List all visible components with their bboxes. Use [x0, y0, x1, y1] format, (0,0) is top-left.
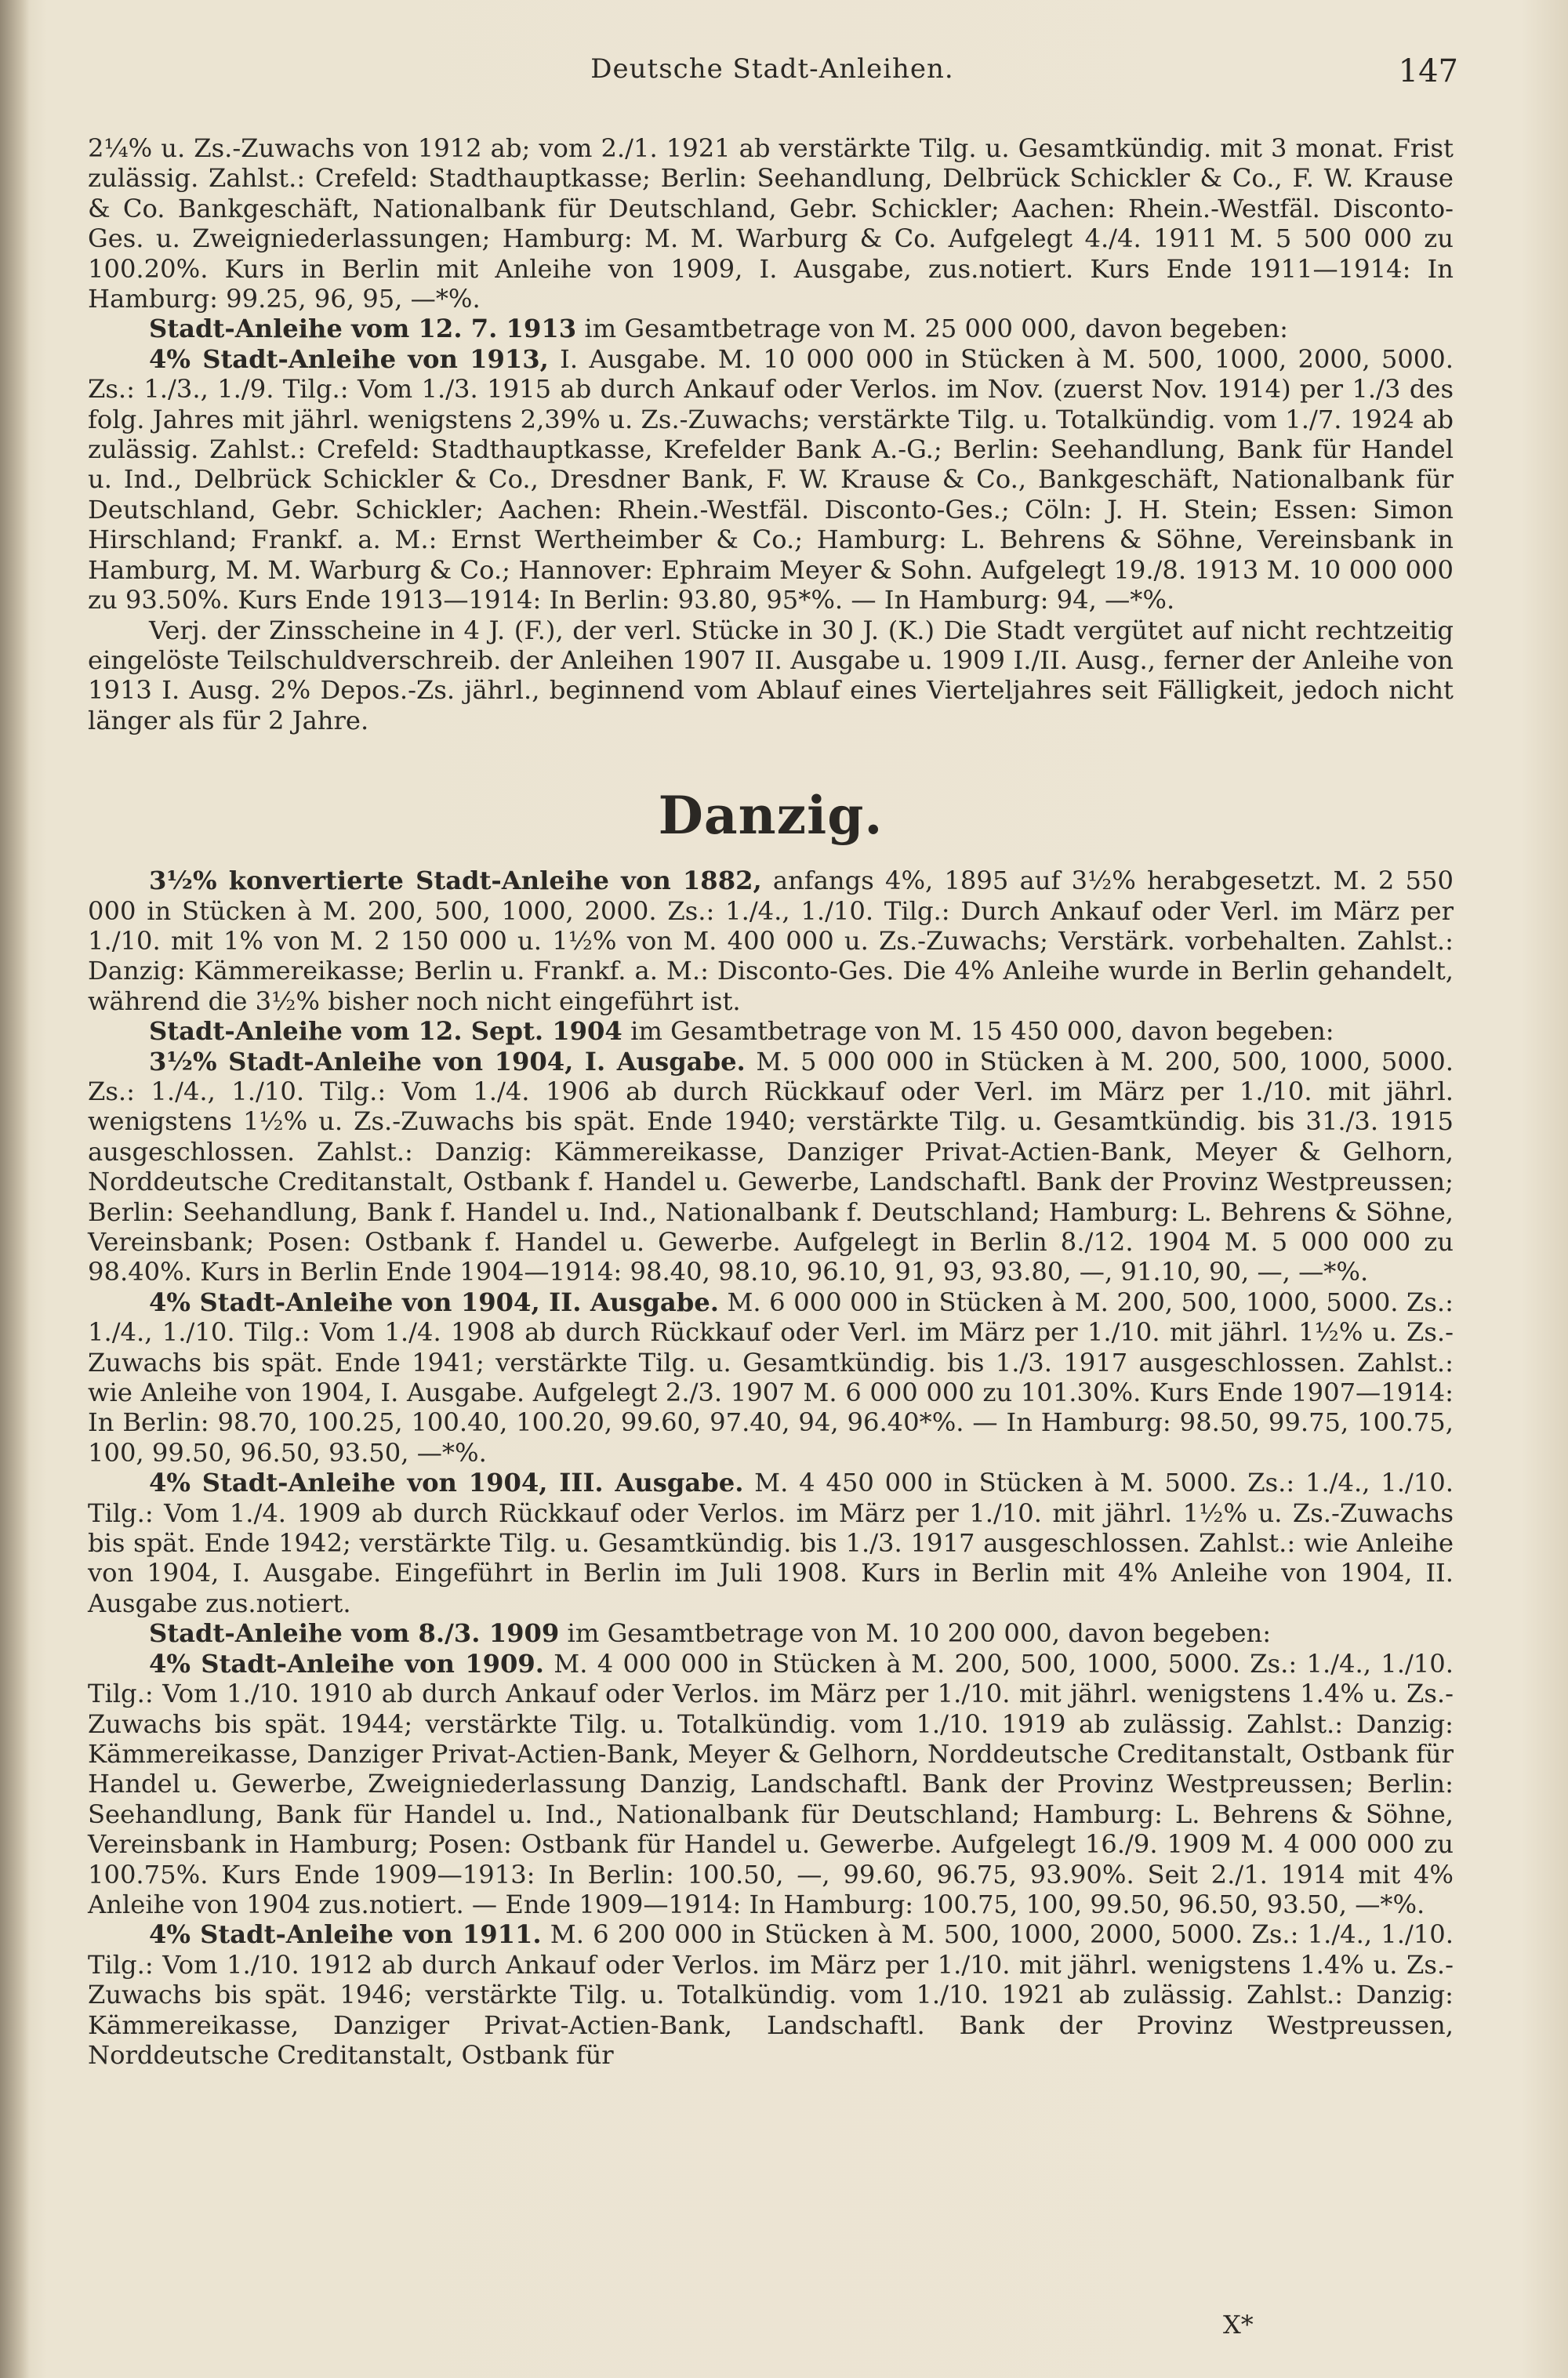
book-gutter-shadow [0, 0, 30, 2378]
paragraph-stadtanleihe-1913-intro [88, 314, 1454, 343]
paragraph-anleihe-1911 [88, 1919, 1454, 2070]
signature-mark: X* [1223, 2310, 1254, 2340]
paragraph-text: anfangs 4%, 1895 auf 3½% herabgesetzt. M. 2 550 000 in Stücken à M. 200, 500, 1000, 2000. Zs.: 1./4., 1./10. Tilg.: Durch Ankauf oder Verl. im März per 1./10. mit 1% von M. 2 150 000 u. 1½% von M. 400 000 u. Zs.-Zuwachs; Verstärk. vorbehalten. Zahlst.: Danzig: Kämmereikasse; Berlin u. Frankf. a. M.: Disconto-Ges. Die 4% Anleihe wurde in Berlin gehandelt, während die 3½% bisher noch nicht eingeführt ist. [88, 866, 1454, 1016]
paragraph-text: M. 6 200 000 in Stücken à M. 500, 1000, 2000, 5000. Zs.: 1./4., 1./10. Tilg.: Vom 1./10. 1912 ab durch Ankauf oder Verlos. im März per 1./10. mit jährl. wenigstens 1.4% u. Zs.-Zuwachs bis spät. 1946; verstärkte Tilg. u. Totalkündig. vom 1./10. 1921 ab zulässig. Zahlst.: Danzig: Kämmereikasse, Danziger Privat-Actien-Bank, Landschaftl. Bank der Provinz Westpreussen, Norddeutsche Creditanstalt, Ostbank für [88, 1919, 1454, 2070]
running-header [86, 53, 1458, 93]
heading-stadtanleihe-1909: Stadt-Anleihe vom 8./3. 1909 [149, 1618, 560, 1649]
paragraph-zuwachs-continuation: 2¼% u. Zs.-Zuwachs von 1912 ab; vom 2./1. 1921 ab verstärkte Tilg. u. Gesamtkündig. mit 3 monat. Frist zulässig. Zahlst.: Crefeld: Stadthauptkasse; Berlin: Seehandlung, Delbrück Schickler & Co., F. W. Krause & Co. Bankgeschäft, Nationalbank für Deutschland, Gebr. Schickler; Aachen: Rhein.-Westfäl. Disconto-Ges. u. Zweigniederlassungen; Hamburg: M. M. Warburg & Co. Aufgelegt 4./4. 1911 M. 5 500 000 zu 100.20%. Kurs in Berlin mit Anleihe von 1909, I. Ausgabe, zus.notiert. Kurs Ende 1911—1914: In Hamburg: 99.25, 96, 95, —*%. [88, 133, 1454, 314]
paragraph-text: im Gesamtbetrage von M. 10 200 000, davon begeben: [559, 1618, 1272, 1649]
heading-anleihe-1904-I: 3½% Stadt-Anleihe von 1904, I. Ausgabe. [149, 1046, 746, 1076]
heading-anleihe-1882: 3½% konvertierte Stadt-Anleihe von 1882, [149, 866, 762, 896]
heading-stadtanleihe-1913: Stadt-Anleihe vom 12. 7. 1913 [149, 314, 577, 344]
paragraph-stadtanleihe-1904-intro [88, 1016, 1454, 1046]
paragraph-stadtanleihe-1909-intro [88, 1618, 1454, 1648]
heading-anleihe-1911: 4% Stadt-Anleihe von 1911. [149, 1919, 542, 1950]
paragraph-text: I. Ausgabe. M. 10 000 000 in Stücken à M. 500, 1000, 2000, 5000. Zs.: 1./3., 1./9. Tilg.: Vom 1./3. 1915 ab durch Ankauf oder Verlos. im Nov. (zuerst Nov. 1914) per 1./3 des folg. Jahres mit jährl. wenigstens 2,39% u. Zs.-Zuwachs; verstärkte Tilg. u. Totalkündig. vom 1./7. 1924 ab zulässig. Zahlst.: Crefeld: Stadthauptkasse, Krefelder Bank A.-G.; Berlin: Seehandlung, Bank für Handel u. Ind., Delbrück Schickler & Co., Dresdner Bank, F. W. Krause & Co., Bankgeschäft, Nationalbank für Deutschland, Gebr. Schickler; Aachen: Rhein.-Westfäl. Disconto-Ges.; Cöln: J. H. Stein; Essen: Simon Hirschland; Frankf. a. M.: Ernst Wertheimber & Co.; Hamburg: L. Behrens & Söhne, Vereinsbank in Hamburg, M. M. Warburg & Co.; Hannover: Ephraim Meyer & Sohn. Aufgelegt 19./8. 1913 M. 10 000 000 zu 93.50%. Kurs Ende 1913—1914: In Berlin: 93.80, 95*%. — In Hamburg: 94, —*%. [88, 343, 1454, 615]
paragraph-anleihe-1904-III [88, 1468, 1454, 1618]
paragraph-text: M. 4 000 000 in Stücken à M. 200, 500, 1000, 5000. Zs.: 1./4., 1./10. Tilg.: Vom 1./10. 1910 ab durch Ankauf oder Verlos. im März per 1./10. mit jährl. wenigstens 1.4% u. Zs.-Zuwachs bis spät. 1944; verstärkte Tilg. u. Totalkündig. vom 1./10. 1919 ab zulässig. Zahlst.: Danzig: Kämmereikasse, Danziger Privat-Actien-Bank, Meyer & Gelhorn, Norddeutsche Creditanstalt, Ostbank für Handel u. Gewerbe, Zweigniederlassung Danzig, Landschaftl. Bank der Provinz Westpreussen; Berlin: Seehandlung, Bank für Handel u. Ind., Nationalbank für Deutschland; Hamburg: L. Behrens & Söhne, Vereinsbank in Hamburg; Posen: Ostbank für Handel u. Gewerbe. Aufgelegt 16./9. 1909 M. 4 000 000 zu 100.75%. Kurs Ende 1909—1913: In Berlin: 100.50, —, 99.60, 96.75, 93.90%. Seit 2./1. 1914 mit 4% Anleihe von 1904 zus.notiert. — Ende 1909—1914: In Hamburg: 100.75, 100, 99.50, 96.50, 93.50, —*%. [88, 1648, 1454, 1919]
city-heading-danzig: Danzig. [658, 785, 884, 847]
paragraph-text: im Gesamtbetrage von M. 15 450 000, davon begeben: [622, 1016, 1334, 1047]
paragraph-anleihe-1882 [88, 866, 1454, 1016]
running-title: Deutsche Stadt-Anleihen. [590, 53, 954, 85]
paragraph-text: M. 6 000 000 in Stücken à M. 200, 500, 1000, 5000. Zs.: 1./4., 1./10. Tilg.: Vom 1./4. 1908 ab durch Rückkauf oder Verl. im März per 1./10. mit jährl. 1½% u. Zs.-Zuwachs bis spät. Ende 1941; verstärkte Tilg. u. Gesamtkündig. bis 1./3. 1917 ausgeschlossen. Zahlst.: wie Anleihe von 1904, I. Ausgabe. Aufgelegt 2./3. 1907 M. 6 000 000 zu 101.30%. Kurs Ende 1907—1914: In Berlin: 98.70, 100.25, 100.40, 100.20, 99.60, 97.40, 94, 96.40*%. — In Hamburg: 98.50, 99.75, 100.75, 100, 99.50, 96.50, 93.50, —*%. [88, 1287, 1454, 1468]
paragraph-anleihe-1904-II [88, 1287, 1454, 1468]
paragraph-anleihe-1904-I [88, 1047, 1454, 1287]
page-body [88, 133, 1454, 2070]
heading-anleihe-1904-II: 4% Stadt-Anleihe von 1904, II. Ausgabe. [149, 1287, 719, 1317]
paragraph-verjaehrung: Verj. der Zinsscheine in 4 J. (F.), der verl. Stücke in 30 J. (K.) Die Stadt vergütet auf nicht rechtzeitig eingelöste Teilschuldverschreib. der Anleihen 1907 II. Ausgabe u. 1909 I./II. Ausg., ferner der Anleihe von 1913 I. Ausg. 2% Depos.-Zs. jährl., beginnend vom Ablauf eines Vierteljahres seit Fälligkeit, jedoch nicht länger als für 2 Jahre. [88, 615, 1454, 735]
paragraph-anleihe-1909 [88, 1649, 1454, 1920]
heading-anleihe-1909: 4% Stadt-Anleihe von 1909. [149, 1648, 544, 1679]
paragraph-text: M. 5 000 000 in Stücken à M. 200, 500, 1000, 5000. Zs.: 1./4., 1./10. Tilg.: Vom 1./4. 1906 ab durch Rückkauf oder Verl. im März per 1./10. mit jährl. wenigstens 1½% u. Zs.-Zuwachs bis spät. Ende 1940; verstärkte Tilg. u. Gesamtkündig. bis 31./3. 1915 ausgeschlossen. Zahlst.: Danzig: Kämmereikasse, Danziger Privat-Actien-Bank, Meyer & Gelhorn, Norddeutsche Creditanstalt, Ostbank f. Handel u. Gewerbe, Landschaftl. Bank der Provinz Westpreussen; Berlin: Seehandlung, Bank f. Handel u. Ind., Nationalbank f. Deutschland; Hamburg: L. Behrens & Söhne, Vereinsbank; Posen: Ostbank f. Handel u. Gewerbe. Aufgelegt in Berlin 8./12. 1904 M. 5 000 000 zu 98.40%. Kurs in Berlin Ende 1904—1914: 98.40, 98.10, 96.10, 91, 93, 93.80, —, 91.10, 90, —, —*%. [88, 1046, 1454, 1287]
paragraph-text: M. 4 450 000 in Stücken à M. 5000. Zs.: 1./4., 1./10. Tilg.: Vom 1./4. 1909 ab durch Rückkauf oder Verlos. im März per 1./10. mit jährl. 1½% u. Zs.-Zuwachs bis spät. Ende 1942; verstärkte Tilg. u. Gesamtkündig. bis 1./3. 1917 ausgeschlossen. Zahlst.: wie Anleihe von 1904, I. Ausgabe. Eingeführt in Berlin im Juli 1908. Kurs in Berlin mit 4% Anleihe von 1904, II. Ausgabe zus.notiert. [88, 1468, 1454, 1618]
page-number: 147 [1398, 53, 1458, 89]
heading-anleihe-1913-I: 4% Stadt-Anleihe von 1913, [149, 343, 549, 374]
paragraph-text: im Gesamtbetrage von M. 25 000 000, davon begeben: [576, 314, 1288, 344]
heading-anleihe-1904-III: 4% Stadt-Anleihe von 1904, III. Ausgabe. [149, 1468, 744, 1498]
heading-stadtanleihe-1904: Stadt-Anleihe vom 12. Sept. 1904 [149, 1016, 622, 1047]
paragraph-anleihe-1913-I [88, 344, 1454, 615]
